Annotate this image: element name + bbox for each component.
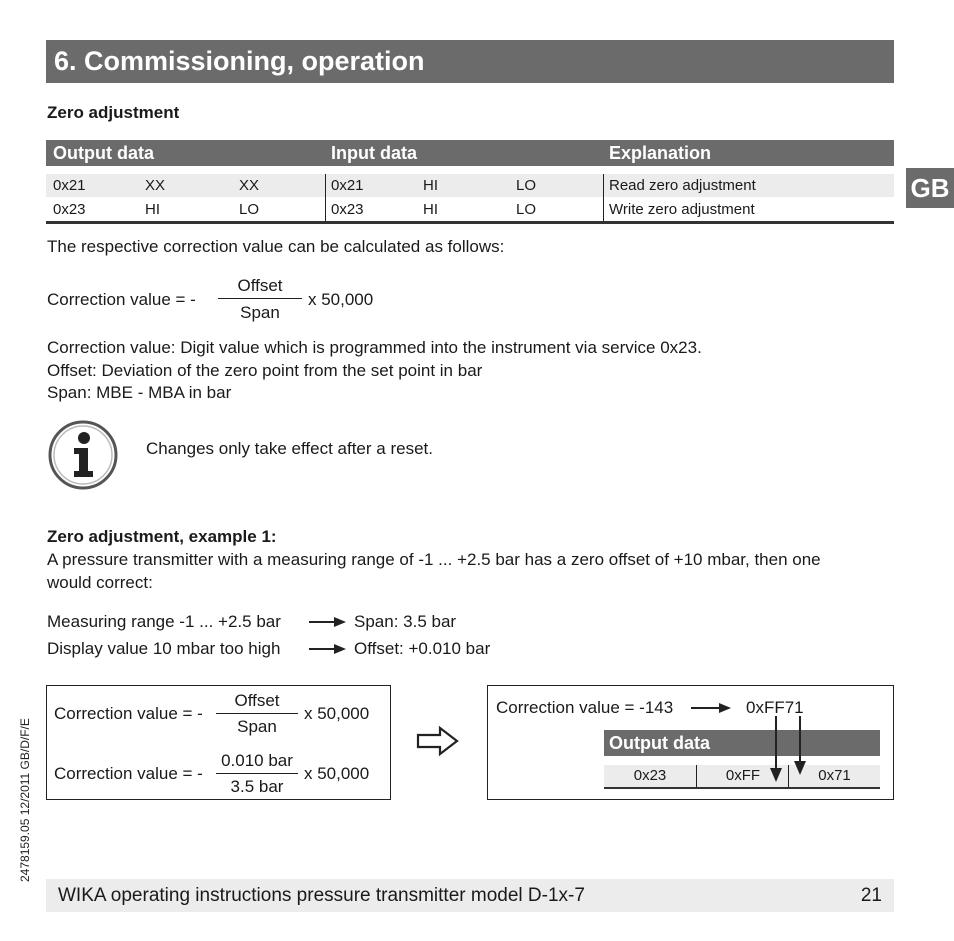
definition-line: Span: MBE - MBA in bar bbox=[47, 383, 232, 402]
step-from: Display value 10 mbar too high bbox=[47, 639, 281, 658]
result-hex: 0xFF71 bbox=[746, 698, 804, 717]
example-title: Zero adjustment, example 1: bbox=[47, 527, 277, 546]
table-header-input: Input data bbox=[331, 143, 417, 163]
table-row-shade bbox=[46, 174, 894, 197]
fraction-bar bbox=[216, 713, 298, 714]
output-header: Output data bbox=[609, 733, 710, 753]
document-code: 2478159.05 12/2011 GB/D/F/E bbox=[18, 718, 32, 882]
step-to: Offset: +0.010 bar bbox=[354, 639, 491, 658]
calc-factor: x 50,000 bbox=[304, 704, 370, 723]
output-bottom-rule bbox=[604, 787, 880, 789]
note-text: Changes only take effect after a reset. bbox=[146, 439, 433, 458]
calc-lhs: Correction value = - bbox=[54, 764, 203, 783]
arrow-head bbox=[719, 703, 731, 713]
hollow-arrow-right-icon bbox=[416, 725, 460, 757]
output-cell: 0x71 bbox=[818, 767, 851, 784]
definition-line: Correction value: Digit value which is programmed into the instrument via service 0x23. bbox=[47, 338, 702, 357]
output-cell: 0x23 bbox=[633, 767, 667, 784]
output-divider bbox=[696, 765, 697, 787]
arrow-head bbox=[334, 617, 346, 627]
table-divider bbox=[603, 174, 604, 222]
step-from: Measuring range -1 ... +2.5 bar bbox=[47, 612, 281, 631]
example-description: A pressure transmitter with a measuring range of -1 ... +2.5 bar has a zero offset of +10 mbar, then one bbox=[47, 550, 821, 569]
table-cell: 0x23 bbox=[331, 201, 364, 218]
table-cell: HI bbox=[423, 177, 438, 194]
table-cell: LO bbox=[516, 201, 537, 218]
table-cell: XX bbox=[145, 177, 166, 194]
calc-denominator: 3.5 bar bbox=[230, 777, 284, 796]
table-divider bbox=[325, 174, 326, 222]
table-cell: HI bbox=[145, 201, 160, 218]
section-title: Zero adjustment bbox=[47, 103, 180, 122]
result-text: Correction value = -143 bbox=[496, 698, 674, 717]
arrow-right-icon bbox=[309, 648, 337, 650]
output-cell: 0xFF bbox=[725, 767, 761, 784]
table-cell: LO bbox=[516, 177, 537, 194]
formula-lhs: Correction value = - bbox=[47, 290, 196, 309]
footer-text: WIKA operating instructions pressure transmitter model D-1x-7 bbox=[58, 885, 585, 906]
table-cell: XX bbox=[239, 177, 260, 194]
fraction-bar bbox=[218, 298, 302, 299]
step-to: Span: 3.5 bar bbox=[354, 612, 457, 631]
language-tab-label: GB bbox=[910, 173, 950, 203]
calc-intro: The respective correction value can be calculated as follows: bbox=[47, 237, 505, 256]
table-bottom-rule bbox=[46, 221, 894, 224]
table-cell: Read zero adjustment bbox=[609, 177, 756, 194]
formula-denominator: Span bbox=[240, 303, 280, 322]
definition-line: Offset: Deviation of the zero point from the set point in bar bbox=[47, 361, 483, 380]
table-header-explanation: Explanation bbox=[609, 143, 712, 163]
table-cell: 0x21 bbox=[53, 177, 86, 194]
calc-numerator: Offset bbox=[234, 691, 280, 710]
table-cell: 0x23 bbox=[53, 201, 86, 218]
calc-denominator: Span bbox=[237, 717, 277, 736]
example-description: would correct: bbox=[47, 573, 153, 592]
page-number: 21 bbox=[860, 885, 882, 906]
formula-numerator: Offset bbox=[237, 276, 283, 295]
table-header-bar bbox=[46, 140, 894, 166]
table-cell: LO bbox=[239, 201, 260, 218]
table-cell: Write zero adjustment bbox=[609, 201, 755, 218]
formula-factor: x 50,000 bbox=[308, 290, 374, 309]
table-cell: HI bbox=[423, 201, 438, 218]
calc-lhs: Correction value = - bbox=[54, 704, 203, 723]
table-header-output: Output data bbox=[53, 143, 154, 163]
fraction-bar bbox=[216, 773, 298, 774]
calc-factor: x 50,000 bbox=[304, 764, 370, 783]
info-icon bbox=[46, 418, 120, 492]
page-title: 6. Commissioning, operation bbox=[54, 46, 425, 76]
arrow-head bbox=[334, 644, 346, 654]
arrow-right-icon bbox=[691, 707, 721, 709]
arrow-right-icon bbox=[309, 621, 337, 623]
table-cell: 0x21 bbox=[331, 177, 364, 194]
calc-numerator: 0.010 bar bbox=[221, 751, 293, 770]
down-arrows-icon bbox=[766, 716, 810, 784]
